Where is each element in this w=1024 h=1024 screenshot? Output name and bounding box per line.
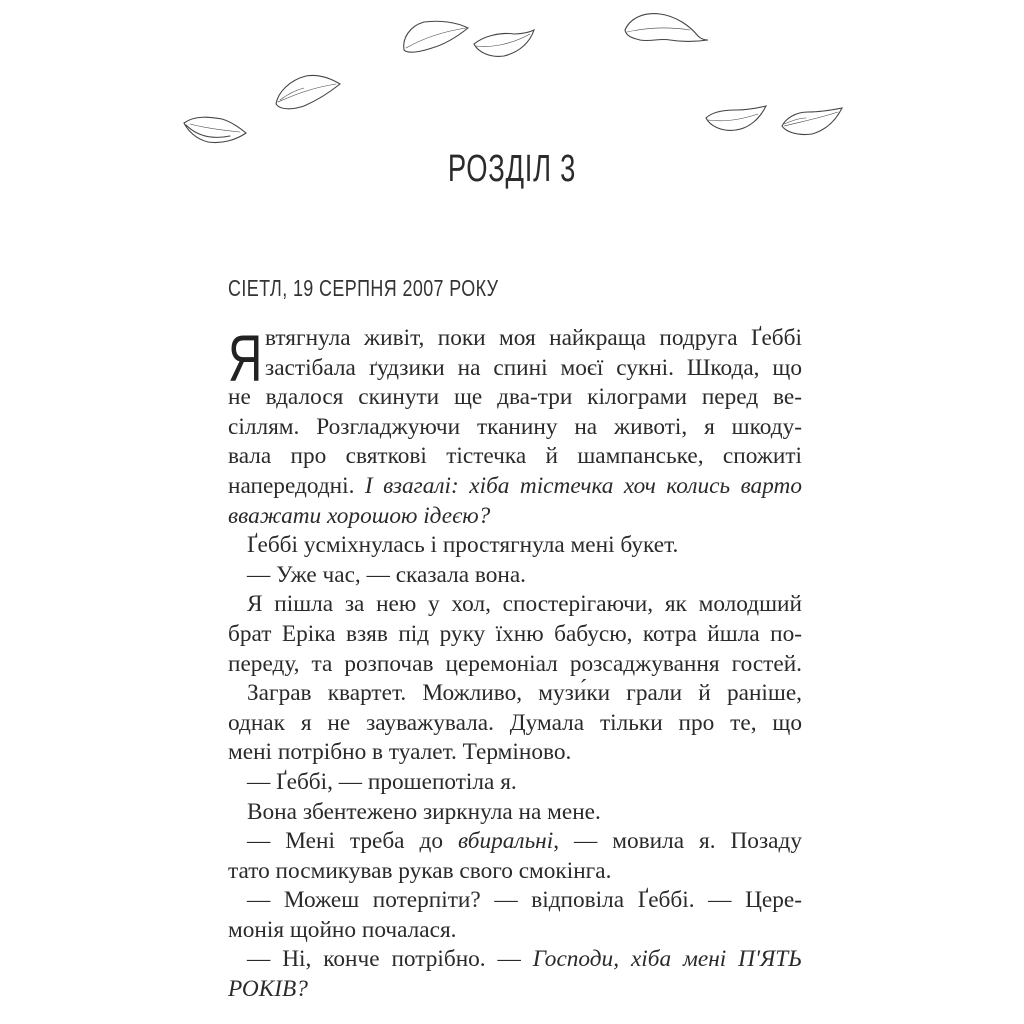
text-run: Я пішла за нею у хол, спостерігаючи, як молодший [247,591,802,618]
text-line [228,738,802,768]
italic-text: РОКІВ? [228,976,308,1003]
text-run: переду, та розпочав церемоніал розсаджування гостей. [228,650,802,677]
text-line [228,886,802,916]
text-run: напередодні. [228,472,365,499]
text-line [228,857,802,887]
text-line [228,679,802,709]
text-line [228,650,802,680]
petal-icon [404,21,468,52]
text-run: — Уже час, — сказала вона. [247,561,526,588]
text-line [228,472,802,502]
text-run: брат Еріка взяв під руку їхню бабусю, котра йшла по- [228,620,802,647]
petal-icon [276,75,340,108]
text-run: сіллям. Розгладжуючи тканину на животі, я шкоду- [228,413,802,440]
text-line [228,916,802,946]
text-run: Вона збентежено зиркнула на мене. [247,798,601,825]
text-line [228,442,802,472]
petal-icon [184,117,246,142]
text-line [228,768,802,798]
text-run: монія щойно почалася. [228,916,457,943]
text-run: втягнула живіт, поки моя найкраща подруга Ґеббі [265,325,802,351]
chapter-dateline: СІЕТЛ, 19 СЕРПНЯ 2007 РОКУ [228,275,499,301]
petal-icon [706,106,766,130]
text-run: вала про святкові тістечка й шампанське, спожиті [228,443,802,470]
petals-illustration [0,0,1024,160]
text-run: застібала ґудзики на спині моєї сукні. Шкода, що [265,354,802,381]
italic-text: І взагалі: хіба тістечка хоч колись варто [364,472,802,499]
text-run: тато посмикував рукав свого смокінга. [228,857,612,884]
text-run: не вдалося скинути ще два-три кілограми перед ве- [228,384,802,411]
petal-icon [474,30,534,56]
text-line [228,709,802,739]
italic-text: вбиральні [457,828,554,855]
italic-text: вважати хорошою ідеєю? [228,502,491,529]
chapter-body-text [228,321,802,1005]
text-run: — Можеш потерпіти? — відповіла Ґеббі. — Цере- [247,887,802,914]
text-run: Заграв квартет. Можливо, музи́ки грали й раніше, [247,680,802,707]
text-run: — Мені треба до [247,828,458,855]
text-line [228,620,802,650]
text-line [228,502,802,532]
chapter-title: РОЗДІЛ 3 [447,148,577,190]
text-line [228,561,802,591]
text-line [228,413,802,443]
text-run: — Ґеббі, — прошепотіла я. [247,768,517,795]
text-line [228,383,802,413]
text-run: мені потрібно в туалет. Терміново. [228,739,572,766]
text-line [228,827,802,857]
petal-icon [625,14,708,42]
text-line [228,798,802,828]
text-line [228,975,802,1005]
text-line [228,354,802,384]
text-run: , — мовила я. Позаду [553,828,802,855]
italic-text: Господи, хіба мені П'ЯТЬ [532,946,802,973]
text-line [228,531,802,561]
text-run: однак я не зауважувала. Думала тільки про те, що [228,709,802,736]
text-line [228,945,802,975]
petal-icon [782,108,842,135]
text-line [228,590,802,620]
text-run: Ґеббі усміхнулась і простягнула мені букет. [247,532,679,559]
text-line [228,324,802,354]
drop-cap: Я [228,321,263,395]
text-run: — Ні, конче потрібно. — [247,946,533,973]
